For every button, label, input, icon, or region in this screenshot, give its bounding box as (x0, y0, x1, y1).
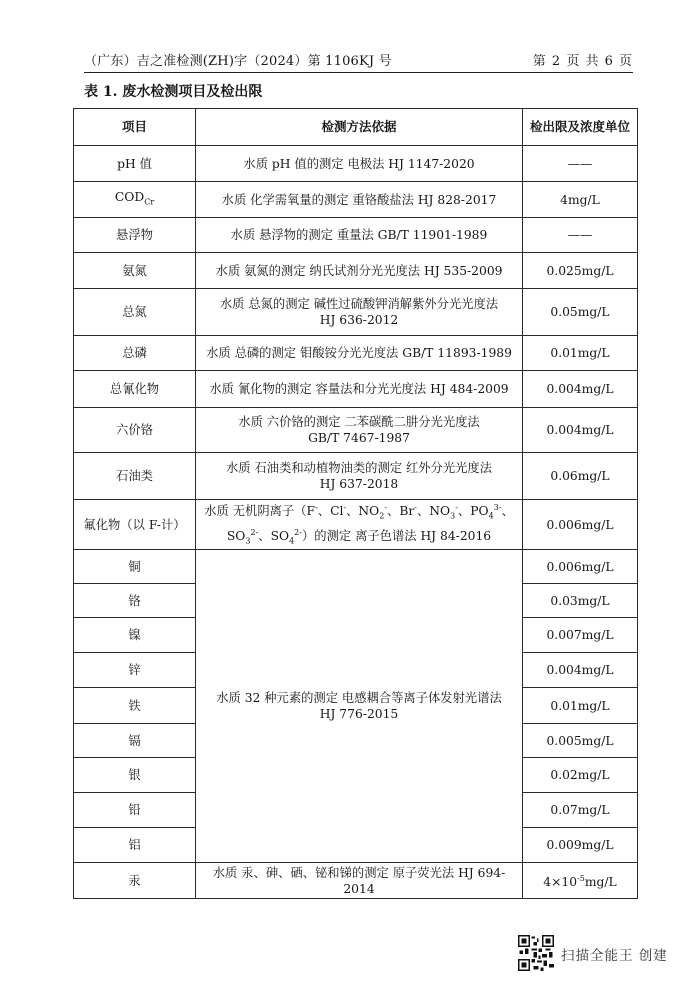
limit-cell: 0.006mg/L (523, 550, 638, 584)
item-cell: 铁 (74, 688, 196, 724)
ion-charge: 2- (294, 527, 302, 537)
limit-cell: 0.009mg/L (523, 828, 638, 863)
method-text: 、SO (258, 528, 290, 543)
limit-cell: 0.005mg/L (523, 724, 638, 758)
method-cell: 水质 氨氮的测定 纳氏试剂分光光度法 HJ 535-2009 (196, 253, 523, 289)
table-title: 表 1. 废水检测项目及检出限 (84, 84, 263, 100)
method-line-2: GB/T 7467-1987 (308, 431, 410, 445)
item-cell: 铜 (74, 550, 196, 584)
method-line-2: HJ 637-2018 (319, 477, 399, 491)
table-row (74, 336, 638, 371)
table-row (74, 863, 638, 899)
table-row (74, 289, 638, 336)
method-cell: 水质 pH 值的测定 电极法 HJ 1147-2020 (196, 146, 523, 182)
item-cell: pH 值 (74, 146, 196, 182)
limit-cell: 0.004mg/L (523, 408, 638, 453)
item-cell: 汞 (74, 863, 196, 899)
method-line-2 (200, 525, 518, 550)
method-cell (196, 408, 523, 453)
ion-charge: - (414, 503, 417, 512)
limit-text: 4×10 (543, 875, 578, 890)
limit-cell: 0.007mg/L (523, 618, 638, 653)
ion-subscript: 4 (289, 536, 295, 546)
limit-unit: mg/L (584, 875, 617, 890)
method-cell: 水质 悬浮物的测定 重量法 GB/T 11901-1989 (196, 218, 523, 253)
column-header-limit: 检出限及浓度单位 (523, 109, 638, 146)
item-cell: 总氮 (74, 289, 196, 336)
method-cell (196, 289, 523, 336)
ion-charge: - (455, 503, 458, 512)
limit-cell: 0.006mg/L (523, 500, 638, 550)
method-text: 、PO (457, 504, 489, 519)
method-line-1: 水质 总氮的测定 碱性过硫酸钾消解紫外分光光度法 (219, 297, 499, 311)
item-cell: 镍 (74, 618, 196, 653)
limit-cell: 4mg/L (523, 182, 638, 218)
item-cell: 铝 (74, 828, 196, 863)
page-header (84, 50, 633, 72)
item-subscript: Cr (144, 197, 155, 207)
ion-charge: 3- (493, 503, 502, 512)
method-cell: 水质 化学需氧量的测定 重铬酸盐法 HJ 828-2017 (196, 182, 523, 218)
column-header-item: 项目 (74, 109, 196, 146)
column-header-method: 检测方法依据 (196, 109, 523, 146)
report-number: （广东）吉之准检测(ZH)字（2024）第 1106KJ 号 (84, 54, 392, 69)
table-row (74, 453, 638, 500)
scanner-app-name: 扫描全能王 创建 (561, 948, 668, 964)
limit-exponent: -5 (577, 874, 585, 884)
item-cell: 氟化物（以 F-计） (74, 500, 196, 550)
item-cell: 氨氮 (74, 253, 196, 289)
table-row (74, 371, 638, 408)
limit-cell: 0.004mg/L (523, 371, 638, 408)
metals-method-cell (196, 550, 523, 863)
ion-subscript: 3 (245, 536, 251, 546)
item-cell: 镉 (74, 724, 196, 758)
table-row (74, 146, 638, 182)
method-line-1: 水质 六价铬的测定 二苯碳酰二肼分光光度法 (238, 415, 480, 429)
item-cell: 铬 (74, 584, 196, 618)
limit-cell: 0.025mg/L (523, 253, 638, 289)
limit-cell: 0.03mg/L (523, 584, 638, 618)
limit-cell: 0.01mg/L (523, 688, 638, 724)
page-number: 第 2 页 共 6 页 (532, 54, 633, 69)
item-cell: 石油类 (74, 453, 196, 500)
item-cell: 总磷 (74, 336, 196, 371)
header-divider (84, 72, 633, 73)
limit-cell: 0.02mg/L (523, 758, 638, 793)
item-cell: 六价铬 (74, 408, 196, 453)
ion-subscript: 3 (450, 511, 456, 521)
ion-charge: 2- (250, 527, 259, 537)
method-text: SO (226, 528, 246, 543)
limit-cell: —— (523, 146, 638, 182)
item-cell: 悬浮物 (74, 218, 196, 253)
method-text: 、Cl (317, 504, 344, 519)
limit-cell: 0.01mg/L (523, 336, 638, 371)
item-cell: 总氰化物 (74, 371, 196, 408)
method-text: 、 (501, 504, 514, 519)
method-line-1: 水质 32 种元素的测定 电感耦合等离子体发射光谱法 (216, 691, 502, 706)
method-cell (196, 500, 523, 550)
method-cell: 水质 汞、砷、硒、铋和锑的测定 原子荧光法 HJ 694-2014 (196, 863, 523, 899)
table-row (74, 408, 638, 453)
qr-code-icon (518, 935, 554, 971)
item-cell: 银 (74, 758, 196, 793)
method-cell: 水质 氰化物的测定 容量法和分光光度法 HJ 484-2009 (196, 371, 523, 408)
ion-charge: - (384, 503, 388, 512)
limit-cell: 0.004mg/L (523, 653, 638, 688)
item-text: COD (114, 189, 145, 204)
table-row (74, 218, 638, 253)
ion-charge: - (315, 503, 318, 512)
scanner-watermark (518, 935, 688, 975)
limit-cell: 0.05mg/L (523, 289, 638, 336)
limit-cell (523, 863, 638, 899)
limit-cell: 0.07mg/L (523, 793, 638, 828)
method-line-2: HJ 636-2012 (319, 313, 399, 327)
test-items-table (73, 108, 638, 899)
method-line-1: 水质 石油类和动植物油类的测定 红外分光光度法 (225, 461, 493, 475)
limit-cell: —— (523, 218, 638, 253)
method-text: 、Br (387, 504, 415, 519)
method-cell (196, 453, 523, 500)
ion-charge: - (343, 503, 347, 512)
item-cell: 锌 (74, 653, 196, 688)
table-row (74, 253, 638, 289)
item-cell (74, 182, 196, 218)
table-row (74, 550, 638, 584)
table-row (74, 500, 638, 550)
limit-cell: 0.06mg/L (523, 453, 638, 500)
method-text: ）的测定 离子色谱法 HJ 84-2016 (301, 528, 492, 543)
method-line-1 (200, 500, 518, 525)
method-line-2: HJ 776-2015 (319, 707, 399, 722)
method-text: 、NO (346, 504, 380, 519)
ion-subscript: 4 (488, 511, 494, 521)
table-header-row (74, 109, 638, 146)
method-text: 、NO (416, 504, 451, 519)
table-row (74, 182, 638, 218)
item-cell: 铅 (74, 793, 196, 828)
method-cell: 水质 总磷的测定 钼酸铵分光光度法 GB/T 11893-1989 (196, 336, 523, 371)
ion-subscript: 2 (379, 511, 385, 521)
method-text: 水质 无机阴离子（F (204, 504, 316, 519)
